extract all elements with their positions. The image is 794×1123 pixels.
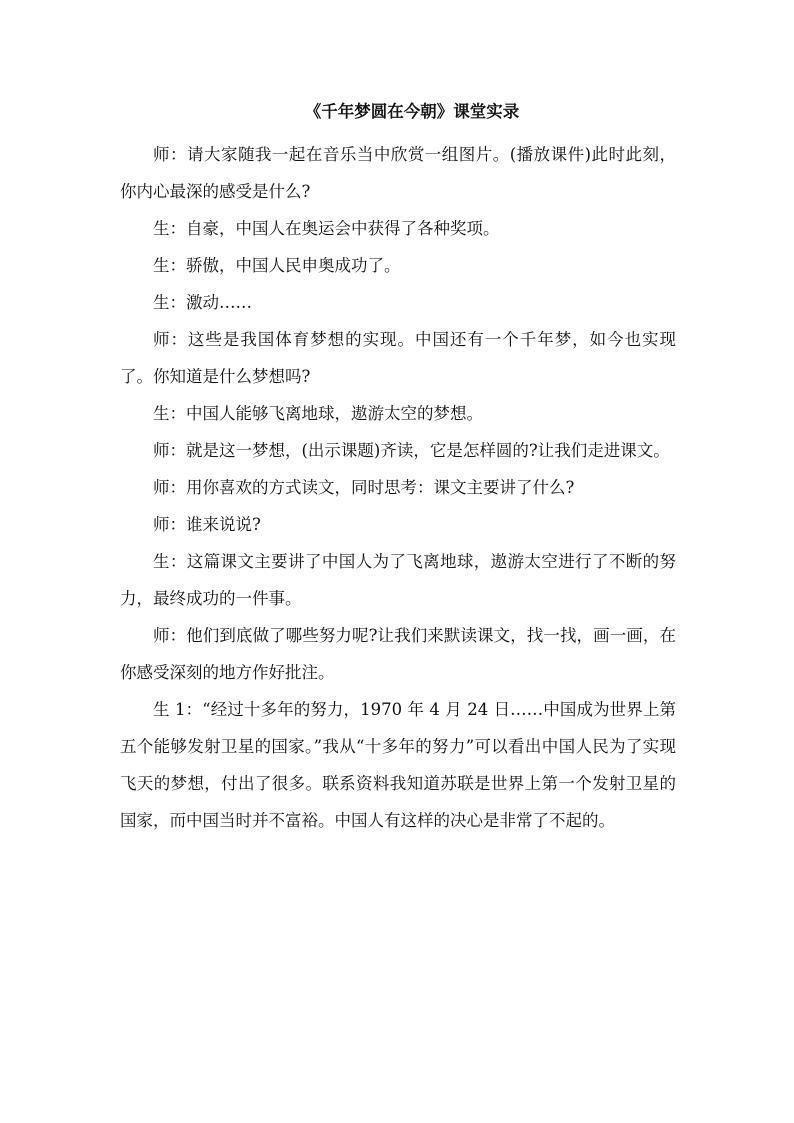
paragraph-5: 师：这些是我国体育梦想的实现。中国还有一个千年梦，如今也实现了。你知道是什么梦想吗? bbox=[120, 330, 676, 386]
paragraph-1: 师：请大家随我一起在音乐当中欣赏一组图片。(播放课件)此时此刻，你内心最深的感受是什么? bbox=[120, 145, 676, 201]
paragraph-9: 师：谁来说说? bbox=[153, 515, 261, 534]
paragraph-8: 师：用你喜欢的方式读文，同时思考：课文主要讲了什么? bbox=[153, 478, 575, 497]
paragraph-3: 生：骄傲，中国人民申奥成功了。 bbox=[153, 256, 401, 275]
paragraph-7: 师：就是这一梦想，(出示课题)齐读，它是怎样圆的?让我们走进课文。 bbox=[153, 441, 670, 460]
document-title: 《千年梦圆在今朝》课堂实录 bbox=[304, 102, 520, 121]
document-page bbox=[120, 100, 676, 839]
paragraph-6: 生：中国人能够飞离地球，遨游太空的梦想。 bbox=[153, 404, 483, 423]
paragraph-11: 师：他们到底做了哪些努力呢?让我们来默读课文，找一找，画一画，在你感受深刻的地方作好批注。 bbox=[120, 626, 676, 682]
paragraph-10: 生：这篇课文主要讲了中国人为了飞离地球，遨游太空进行了不断的努力，最终成功的一件事。 bbox=[120, 552, 676, 608]
paragraph-12: 生 1：“经过十多年的努力，1970 年 4 月 24 日……中国成为世界上第五个能够发射卫星的国家。”我从“十多年的努力”可以看出中国人民为了实现飞天的梦想，付出了很多。联系资料我知道苏联是世界上第一个发射卫星的国家，而中国当时并不富裕。中国人有这样的决心是非常了不起的。 bbox=[120, 700, 676, 830]
paragraph-2: 生：自豪，中国人在奥运会中获得了各种奖项。 bbox=[153, 219, 500, 238]
paragraph-4: 生：激动…… bbox=[153, 293, 252, 312]
